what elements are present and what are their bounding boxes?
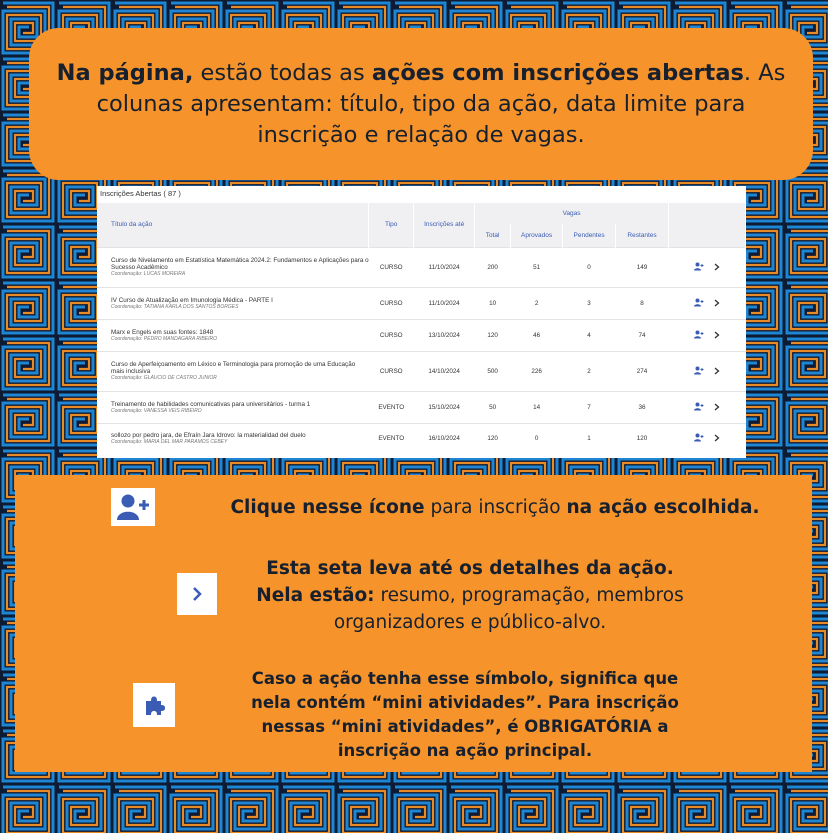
row-restantes: 74 — [616, 319, 669, 351]
row-tipo: EVENTO — [369, 423, 414, 453]
row-restantes: 36 — [616, 391, 669, 423]
row-tipo: EVENTO — [369, 391, 414, 423]
row-total: 500 — [475, 351, 511, 391]
row-pendentes: 1 — [563, 423, 616, 453]
intro-panel — [29, 28, 813, 180]
chevron-right-icon[interactable] — [714, 434, 720, 442]
row-title[interactable]: sollozo por pedro jara, de Efraín Jara Idrovo: la materialidad del duelo — [111, 431, 306, 439]
row-actions — [669, 391, 746, 423]
intro-text-4: . As colunas apresentam: título, tipo da ação, data limite para inscrição e relação de vagas. — [96, 60, 786, 148]
row-actions — [669, 287, 746, 319]
row-aprovados: 46 — [511, 319, 563, 351]
row-coordinator: Coordenação: VANESSA VEIS RIBEIRO — [111, 407, 202, 414]
row-coordinator: Coordenação: MARIA DEL MAR PARAMOS CEBEY — [111, 438, 228, 445]
legend-add-user-tile — [111, 488, 155, 526]
row-pendentes: 3 — [563, 287, 616, 319]
legend-chevron-tile — [177, 573, 217, 615]
legend-1-bold-b: na ação escolhida. — [566, 497, 760, 518]
row-pendentes: 7 — [563, 391, 616, 423]
row-title-cell — [97, 351, 369, 391]
legend-panel — [15, 475, 812, 772]
row-actions — [669, 423, 746, 453]
row-tipo: CURSO — [369, 319, 414, 351]
row-actions — [669, 351, 746, 391]
row-actions — [669, 247, 746, 287]
row-pendentes: 4 — [563, 319, 616, 351]
row-pendentes: 0 — [563, 247, 616, 287]
table-title: Inscrições Abertas ( 87 ) — [100, 189, 181, 198]
row-total: 120 — [475, 319, 511, 351]
intro-text — [57, 60, 786, 148]
col-header-restantes: Restantes — [616, 224, 669, 247]
col-header-aprovados: Aprovados — [511, 224, 563, 247]
row-aprovados: 0 — [511, 423, 563, 453]
legend-item-2-text — [250, 555, 690, 636]
add-user-icon[interactable] — [694, 262, 704, 271]
row-total: 50 — [475, 391, 511, 423]
chevron-right-icon[interactable] — [714, 331, 720, 339]
table-row — [97, 391, 746, 423]
row-actions — [669, 319, 746, 351]
intro-bold-1: Na página, — [56, 60, 194, 86]
row-title[interactable]: Curso de Nivelamento em Estatística Matemática 2024.2: Fundamentos e Aplicações para o Sucesso Acadêmico — [111, 257, 369, 271]
col-header-inscricoes: Inscrições até — [414, 203, 475, 247]
table-row — [97, 351, 746, 391]
row-restantes: 8 — [616, 287, 669, 319]
row-data: 11/10/2024 — [414, 247, 475, 287]
table-row — [97, 287, 746, 319]
row-title-cell — [97, 247, 369, 287]
row-total: 120 — [475, 423, 511, 453]
row-tipo: CURSO — [369, 287, 414, 319]
add-user-icon[interactable] — [694, 298, 704, 307]
puzzle-icon — [143, 694, 165, 716]
row-title-cell — [97, 391, 369, 423]
legend-item-3-text — [230, 667, 700, 763]
inscriptions-table-card — [97, 186, 746, 458]
chevron-right-icon[interactable] — [714, 299, 720, 307]
row-data: 15/10/2024 — [414, 391, 475, 423]
row-tipo: CURSO — [369, 351, 414, 391]
row-restantes: 274 — [616, 351, 669, 391]
intro-text-2: estão todas as — [193, 60, 372, 86]
row-coordinator: Coordenação: GLAUCIO DE CASTRO JUNIOR — [111, 375, 217, 381]
row-total: 200 — [475, 247, 511, 287]
inscriptions-table — [97, 203, 746, 453]
row-coordinator: Coordenação: TATIANA KARLA DOS SANTOS BORGES — [111, 303, 239, 310]
add-user-icon[interactable] — [694, 330, 704, 339]
chevron-right-icon — [191, 586, 203, 602]
add-user-icon[interactable] — [694, 433, 704, 442]
col-header-pendentes: Pendentes — [563, 224, 616, 247]
row-title-cell — [97, 423, 369, 453]
legend-1-bold-a: Clique nesse ícone — [230, 497, 425, 518]
add-user-icon[interactable] — [694, 366, 704, 375]
row-aprovados: 226 — [511, 351, 563, 391]
row-title[interactable]: Marx e Engels em suas fontes: 1848 — [111, 328, 214, 336]
chevron-right-icon[interactable] — [714, 403, 720, 411]
legend-2-bold: Esta seta leva até os detalhes da ação. Nela estão: — [256, 558, 674, 606]
table-row — [97, 319, 746, 351]
row-total: 10 — [475, 287, 511, 319]
row-restantes: 149 — [616, 247, 669, 287]
legend-3-text: Caso a ação tenha esse símbolo, significa que nela contém “mini atividades”. Para inscrição nessas “mini atividades”, é OBRIGATÓRIA a inscrição na ação principal. — [251, 669, 679, 760]
row-restantes: 120 — [616, 423, 669, 453]
chevron-right-icon[interactable] — [714, 263, 720, 271]
legend-puzzle-tile — [133, 683, 175, 727]
row-coordinator: Coordenação: LUCAS MOREIRA — [111, 271, 186, 277]
row-title[interactable]: Treinamento de habilidades comunicativas para universitários - turma 1 — [111, 400, 311, 408]
legend-1-normal: para inscrição — [424, 497, 567, 518]
col-header-actions — [669, 203, 746, 247]
col-header-vagas: Vagas — [475, 203, 669, 224]
row-pendentes: 2 — [563, 351, 616, 391]
row-title[interactable]: IV Curso de Atualização em Imunologia Médica - PARTE I — [111, 296, 273, 304]
table-row — [97, 423, 746, 453]
row-coordinator: Coordenação: PEDRO MANDAGARA RIBEIRO — [111, 335, 217, 342]
row-aprovados: 14 — [511, 391, 563, 423]
add-user-icon — [116, 493, 150, 521]
row-aprovados: 51 — [511, 247, 563, 287]
col-header-titulo: Título da ação — [97, 203, 369, 247]
legend-2-normal: resumo, programação, membros organizadores e público-alvo. — [333, 585, 684, 633]
table-row — [97, 247, 746, 287]
add-user-icon[interactable] — [694, 402, 704, 411]
intro-bold-2: ações com inscrições abertas — [371, 60, 744, 86]
row-title-cell — [97, 319, 369, 351]
row-data: 16/10/2024 — [414, 423, 475, 453]
row-tipo: CURSO — [369, 247, 414, 287]
legend-item-1-text — [215, 495, 775, 521]
col-header-total: Total — [475, 224, 511, 247]
row-aprovados: 2 — [511, 287, 563, 319]
chevron-right-icon[interactable] — [714, 367, 720, 375]
row-data: 14/10/2024 — [414, 351, 475, 391]
row-title-cell — [97, 287, 369, 319]
row-data: 11/10/2024 — [414, 287, 475, 319]
row-title[interactable]: Curso de Aperfeiçoamento em Léxico e Terminologia para promoção de uma Educação mais inclusiva — [111, 361, 356, 375]
col-header-tipo: Tipo — [369, 203, 414, 247]
row-data: 13/10/2024 — [414, 319, 475, 351]
